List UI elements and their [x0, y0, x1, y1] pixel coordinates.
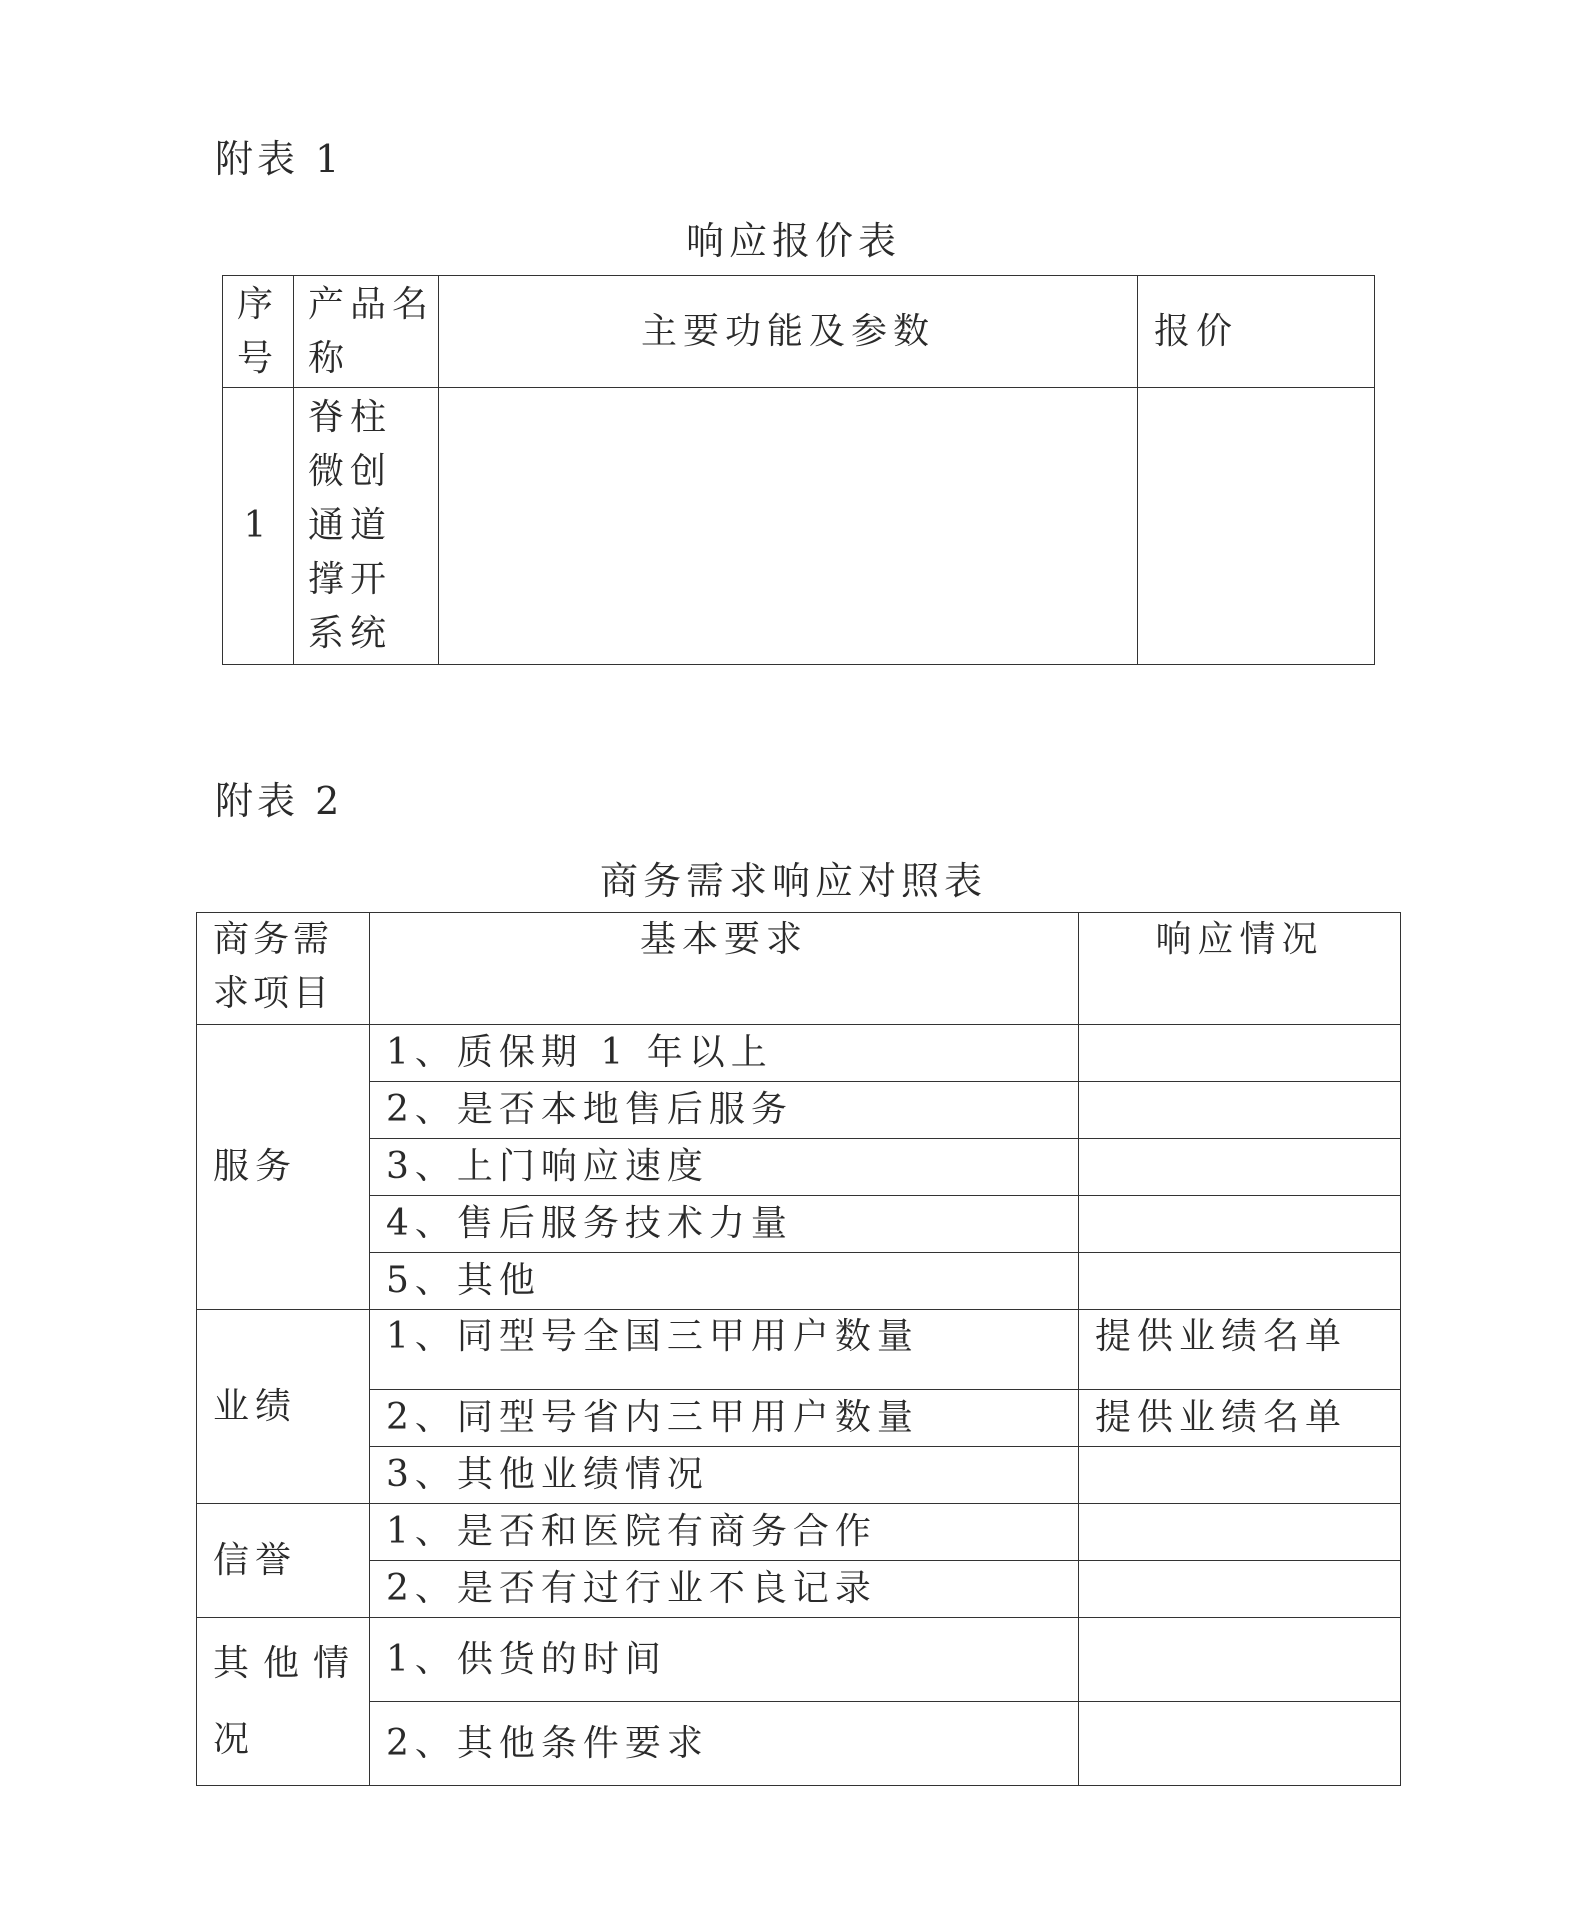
- response-cell: [1079, 1196, 1401, 1253]
- requirement-cell: 3、其他业绩情况: [370, 1447, 1079, 1504]
- table-row: [197, 1196, 1401, 1253]
- requirement-cell: 3、上门响应速度: [370, 1139, 1079, 1196]
- header-requirement: 基本要求: [370, 913, 1079, 1025]
- response-cell: [1079, 1561, 1401, 1618]
- header-spec: 主要功能及参数: [439, 276, 1138, 388]
- response-cell: 提供业绩名单: [1079, 1310, 1401, 1390]
- header-item: 商务需求项目: [197, 913, 370, 1025]
- requirement-cell: 2、其他条件要求: [370, 1702, 1079, 1786]
- row-price: [1138, 388, 1375, 665]
- product-name-line: 微创: [308, 451, 393, 492]
- quote-table: [222, 275, 1375, 665]
- response-cell: [1079, 1082, 1401, 1139]
- group-performance: 业绩: [197, 1310, 370, 1504]
- product-name-line: 撑开: [308, 559, 393, 600]
- response-cell: [1079, 1139, 1401, 1196]
- product-name-line: 脊柱: [308, 397, 393, 438]
- requirement-cell: 4、售后服务技术力量: [370, 1196, 1079, 1253]
- group-reputation: 信誉: [197, 1504, 370, 1618]
- response-cell: [1079, 1253, 1401, 1310]
- requirement-cell: 2、是否有过行业不良记录: [370, 1561, 1079, 1618]
- row-seq: 1: [223, 388, 294, 665]
- response-cell: 提供业绩名单: [1079, 1390, 1401, 1447]
- table-row: [197, 1082, 1401, 1139]
- table-row: [197, 1390, 1401, 1447]
- response-cell: [1079, 1504, 1401, 1561]
- response-cell: [1079, 1702, 1401, 1786]
- business-table: [196, 912, 1401, 1786]
- annex1-label: 附表 1: [215, 137, 344, 181]
- annex2-label: 附表 2: [215, 779, 344, 823]
- header-price: 报价: [1138, 276, 1375, 388]
- response-cell: [1079, 1447, 1401, 1504]
- requirement-cell: 1、质保期 1 年以上: [370, 1025, 1079, 1082]
- annex1-title: 响应报价表: [685, 219, 901, 263]
- quote-row: [223, 388, 1375, 665]
- header-response: 响应情况: [1079, 913, 1401, 1025]
- product-name-line: 通道: [308, 505, 393, 546]
- table-row: [197, 1702, 1401, 1786]
- table-row: [197, 1253, 1401, 1310]
- group-service: 服务: [197, 1025, 370, 1310]
- quote-header-row: [223, 276, 1375, 388]
- response-cell: [1079, 1025, 1401, 1082]
- table-row: [197, 1139, 1401, 1196]
- table-row: [197, 1447, 1401, 1504]
- header-seq: 序号: [223, 276, 294, 388]
- annex2-title: 商务需求响应对照表: [599, 859, 987, 903]
- group-other: 其他情况: [197, 1618, 370, 1786]
- row-product-name: [294, 388, 439, 665]
- requirement-cell: 2、同型号省内三甲用户数量: [370, 1390, 1079, 1447]
- response-cell: [1079, 1618, 1401, 1702]
- requirement-cell: 1、是否和医院有商务合作: [370, 1504, 1079, 1561]
- header-product-name: 产品名称: [294, 276, 439, 388]
- row-spec: [439, 388, 1138, 665]
- table-row: [197, 1025, 1401, 1082]
- table-row: [197, 1504, 1401, 1561]
- table-row: [197, 1561, 1401, 1618]
- requirement-cell: 2、是否本地售后服务: [370, 1082, 1079, 1139]
- requirement-cell: 5、其他: [370, 1253, 1079, 1310]
- business-header-row: [197, 913, 1401, 1025]
- table-row: [197, 1310, 1401, 1390]
- product-name-line: 系统: [308, 613, 393, 654]
- requirement-cell: 1、供货的时间: [370, 1618, 1079, 1702]
- requirement-cell: 1、同型号全国三甲用户数量: [370, 1310, 1079, 1390]
- table-row: [197, 1618, 1401, 1702]
